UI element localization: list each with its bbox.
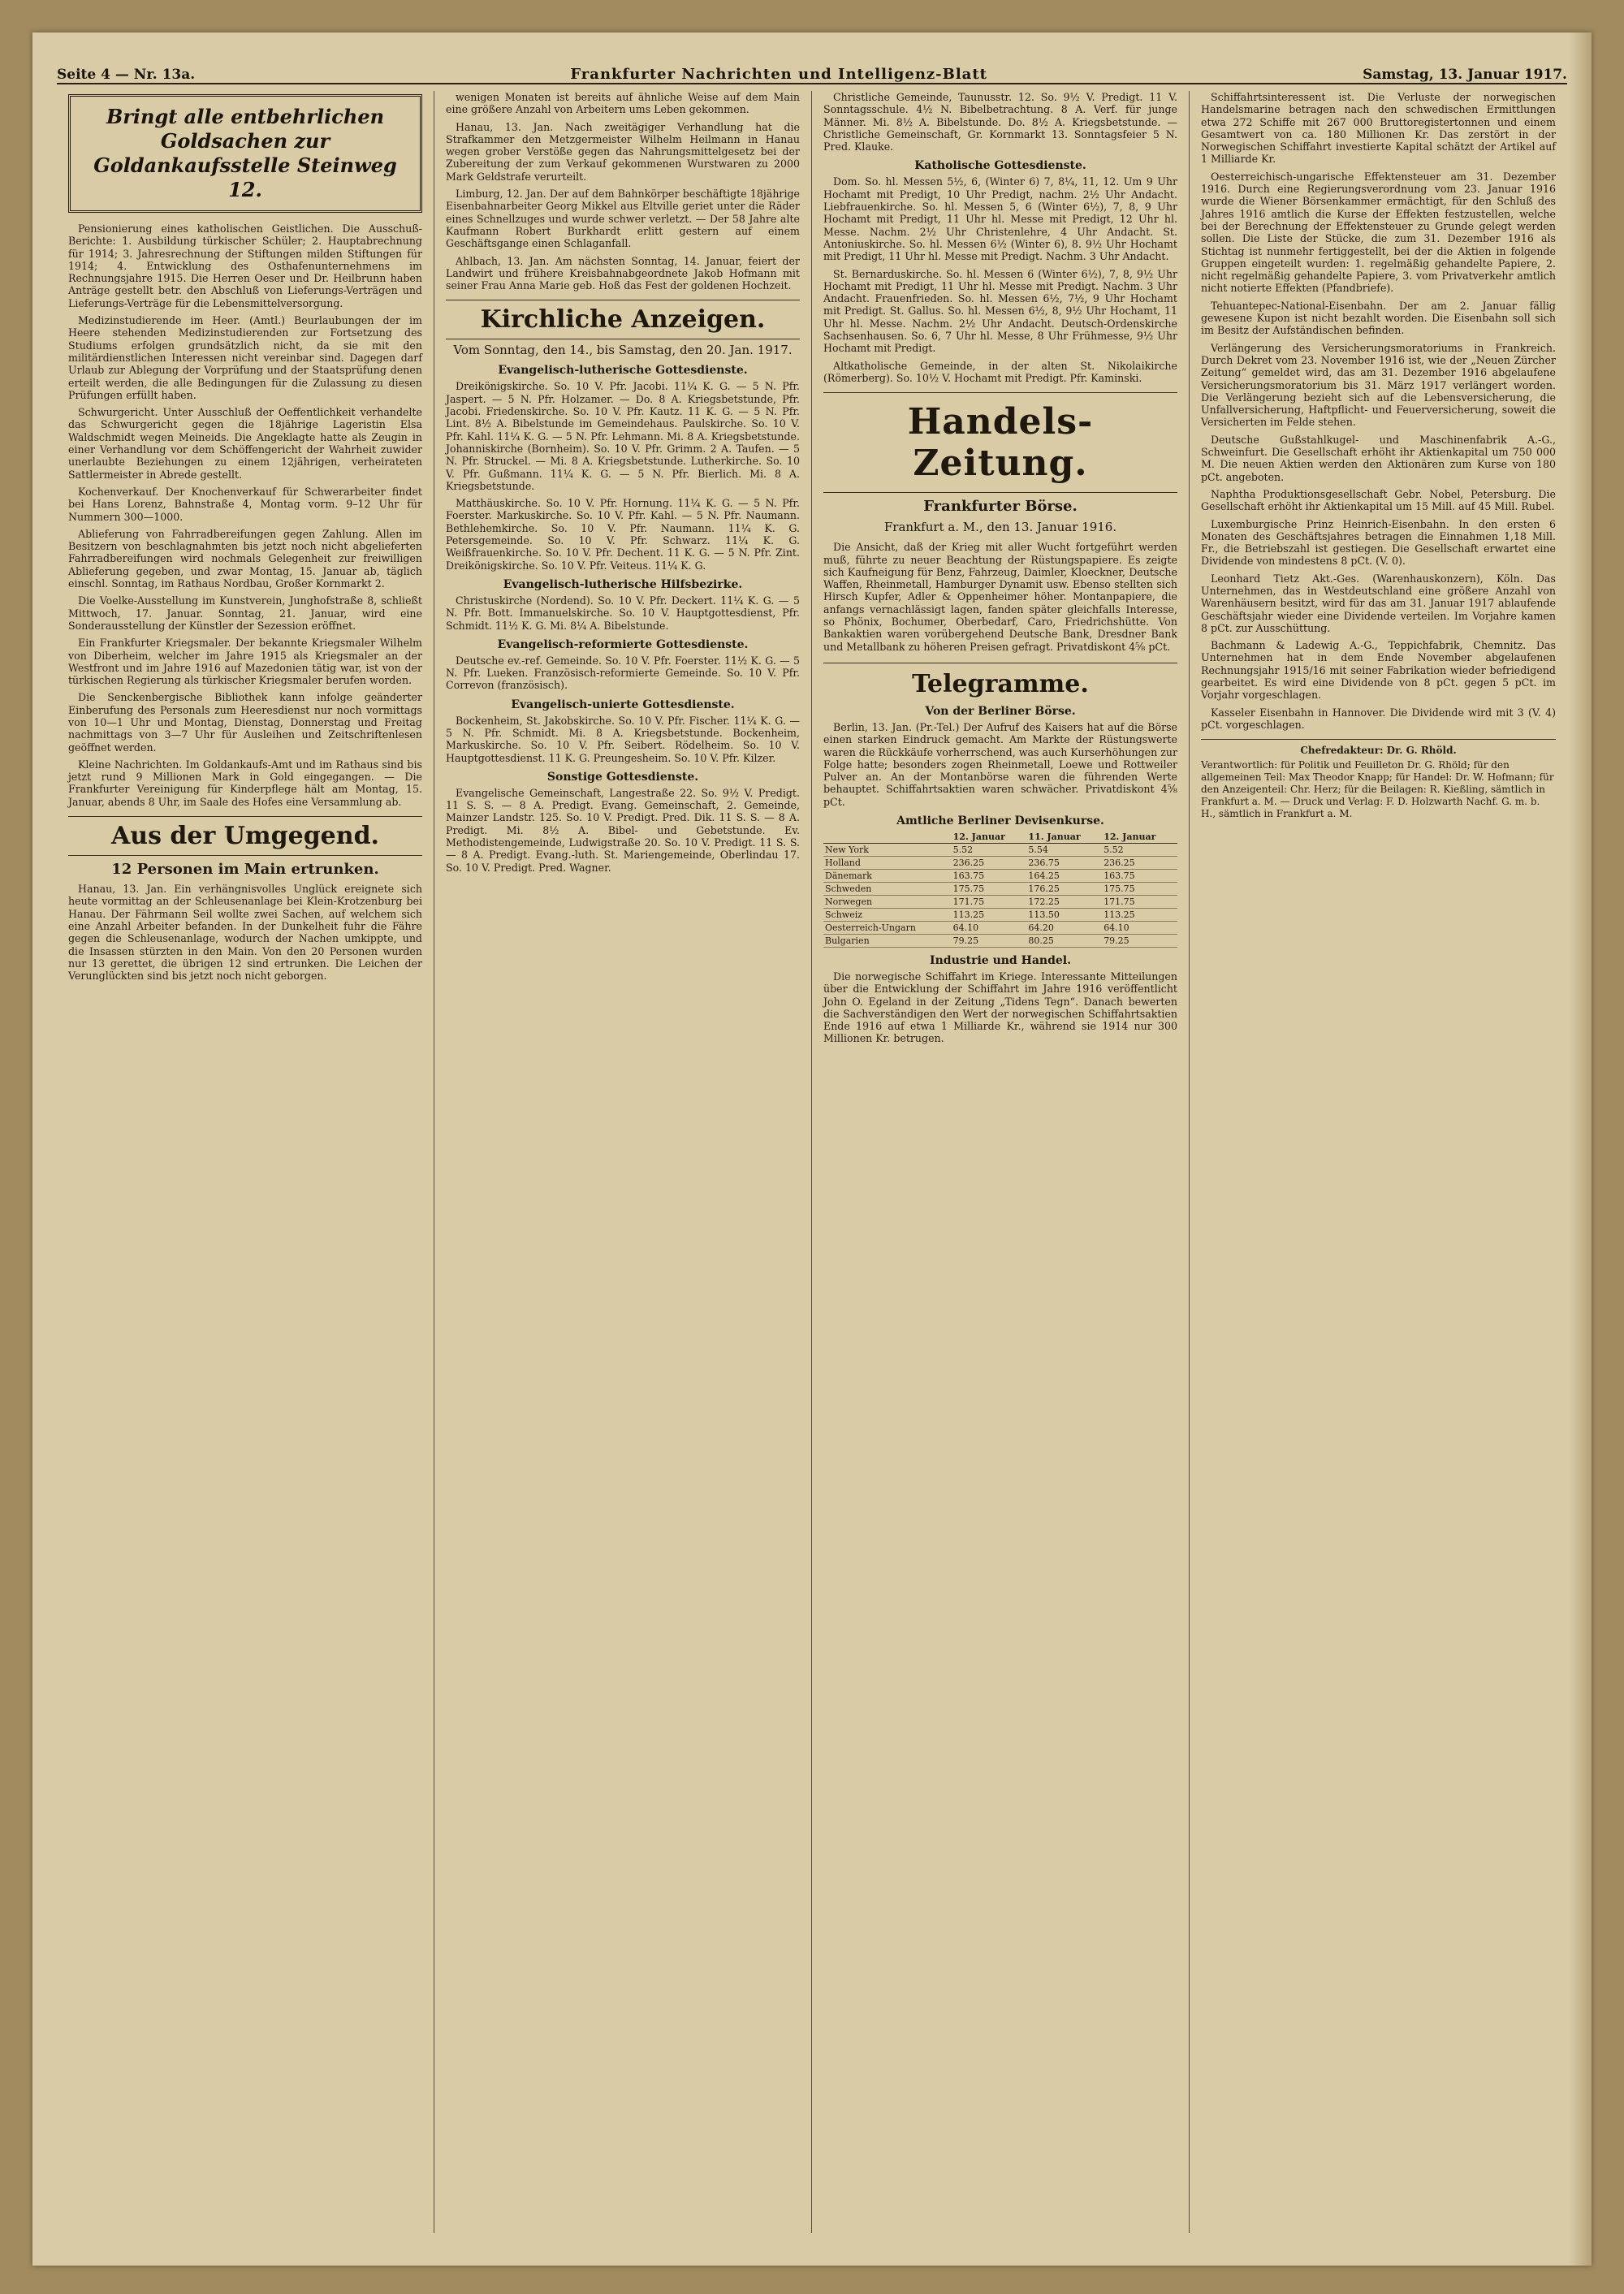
table-cell: 175.75 bbox=[952, 882, 1027, 895]
table-header-cell: 12. Januar bbox=[1102, 831, 1177, 844]
article-text: Medizinstudierende im Heer. (Amtl.) Beurlaubungen der im Heere stehenden Medizinstudierenden zur Fortsetzung des Studiums erfolgen grundsätzlich nicht, da sie mit den militärdienstlichen Interessen nicht vereinbar sind. Dagegen darf Urlaub zur Ablegung der Vorprüfung und der Staatsprüfung denen erteilt werden, die alle Bedingungen für die Zulassung zu diesen Prüfungen erfüllt haben. bbox=[68, 314, 422, 401]
table-row bbox=[823, 856, 1177, 869]
table-cell: 113.25 bbox=[952, 908, 1027, 921]
article-headline: 12 Personen im Main ertrunken. bbox=[111, 861, 379, 879]
columns bbox=[57, 91, 1567, 2233]
article-text: Kasseler Eisenbahn in Hannover. Die Dividende wird mit 3 (V. 4) pCt. vorgeschlagen. bbox=[1201, 706, 1556, 731]
section-heading-handels-zeitung: Handels-Zeitung. bbox=[823, 392, 1177, 493]
table-cell: 236.25 bbox=[1102, 856, 1177, 869]
listing-text: Deutsche ev.-ref. Gemeinde. So. 10 V. Pfr. Foerster. 11½ K. G. — 5 N. Pfr. Lueken. Französisch-reformierte Gemeinde. So. 10 V. Pfr. Correvon (französisch). bbox=[446, 654, 800, 692]
section-heading-umgegend: Aus der Umgegend. bbox=[68, 816, 422, 856]
table-cell: 171.75 bbox=[952, 895, 1027, 908]
article-text: Die Ansicht, daß der Krieg mit aller Wucht fortgeführt werden muß, führte zu neuer Beachtung der Rüstungspapiere. Es zeigte sich Kaufneigung für Benz, Fahrzeug, Daimler, Kloeckner, Deutsche Waffen, Rheinmetall, Hamburger Dynamit usw. Ebenso stellten sich Hirsch Kupfer, Adler & Oppenheimer höher. Montanpapiere, die anfangs vernachlässigt lagen, fanden später gleichfalls Interesse, so Phönix, Bochumer, Oberbedarf, Caro, Friedrichshütte. Von Bankaktien waren vorübergehend Deutsche Bank, Dresdner Bank und Metallbank zu höheren Preisen gefragt. Privatdiskont 4⅝ pCt. bbox=[823, 541, 1177, 653]
article-text: Die Voelke-Ausstellung im Kunstverein, Junghofstraße 8, schließt Mittwoch, 17. Januar. Sonntag, 21. Januar, wird eine Sonderausstellung der Künstler der Sezession eröffnet. bbox=[68, 594, 422, 632]
listing-text: Bockenheim, St. Jakobskirche. So. 10 V. Pfr. Fischer. 11¼ K. G. — 5 N. Pfr. Schmidt. Mi. 8 A. Kriegsbetstunde. Bockenheim, Markuskirche. So. 10 V. Pfr. Seibert. Rödelheim. So. 10 V. Hauptgottesdienst. 11 K. G. Preungesheim. So. 10 V. Pfr. Kilzer. bbox=[446, 714, 800, 764]
table-header-row bbox=[823, 831, 1177, 844]
article-text: wenigen Monaten ist bereits auf ähnliche Weise auf dem Main eine größere Anzahl von Arbeitern ums Leben gekommen. bbox=[446, 91, 800, 116]
table-cell: 175.75 bbox=[1102, 882, 1177, 895]
listing-text: Christuskirche (Nordend). So. 10 V. Pfr. Deckert. 11¼ K. G. — 5 N. Pfr. Bott. Immanuelskirche. So. 10 V. Hauptgottesdienst, Pfr. Schmidt. 11½ K. G. Mi. 8¼ A. Bibelstunde. bbox=[446, 594, 800, 632]
page-number: Seite 4 — Nr. 13a. bbox=[57, 67, 196, 83]
masthead: Frankfurter Nachrichten und Intelligenz-Blatt bbox=[570, 66, 987, 83]
listing-text: Evangelische Gemeinschaft, Langestraße 22. So. 9½ V. Predigt. 11 S. S. — 8 A. Predigt. Evang. Gemeinschaft, 2. Gemeinde, Mainzer Landstr. 125. So. 10 V. Predigt. Pred. Dik. 11 S. S. — 8 A. Predigt. Mi. 8½ A. Bibel- und Gebetstunde. Ev. Methodistengemeinde, Ludwigstraße 20. So. 10 V. Predigt. 11 S. S. — 8 A. Predigt. Evang.-luth. St. Mariengemeinde, Oberlindau 17. So. 10 V. Predigt. Pred. Wagner. bbox=[446, 786, 800, 874]
article-text: Naphtha Produktionsgesellschaft Gebr. Nobel, Petersburg. Die Gesellschaft erhöht ihr Aktienkapital um 15 Mill. auf 45 Mill. Rubel. bbox=[1201, 487, 1556, 513]
article-text: Tehuantepec-National-Eisenbahn. Der am 2. Januar fällig gewesene Kupon ist nicht bezahlt worden. Die Eisenbahn soll sich im Besitz der Aufständischen befinden. bbox=[1201, 299, 1556, 337]
table-row bbox=[823, 843, 1177, 856]
page-header bbox=[57, 55, 1567, 84]
article-text: Verlängerung des Versicherungsmoratoriums in Frankreich. Durch Dekret vom 23. November 1916 ist, wie der „Neuen Zürcher Zeitung“ gemeldet wird, das am 31. Dezember 1916 abgelaufene Versicherungsmoratorium bis 31. März 1917 verlängert worden. Die Verlängerung bezieht sich auf die Lebensversicherung, die Unfallversicherung, Haftpflicht- und Feuerversicherung, soweit die Versicherten im Felde stehen. bbox=[1201, 341, 1556, 429]
listing-text: Matthäuskirche. So. 10 V. Pfr. Hornung. 11¼ K. G. — 5 N. Pfr. Foerster. Markuskirche. So. 10 V. Pfr. Kahl. — 5 N. Pfr. Naumann. Bethlehemkirche. So. 10 V. Pfr. Naumann. 11¼ K. G. Petersgemeinde. So. 10 V. Pfr. Schwarz. 11¼ K. G. Weißfrauenkirche. So. 10 V. Pfr. Dechent. 11 K. G. — 5 N. Pfr. Zint. Dreikönigskirche. So. 10 V. Pfr. Veiteus. 11¼ K. G. bbox=[446, 497, 800, 572]
table-cell: 176.25 bbox=[1026, 882, 1102, 895]
table-cell: New York bbox=[823, 843, 952, 856]
article-text: Die norwegische Schiffahrt im Kriege. Interessante Mitteilungen über die Entwicklung der Schiffahrt im Jahre 1916 veröffentlicht John O. Egeland in der Zeitung „Tidens Tegn“. Danach bewerten die Sachverständigen den Wert der norwegischen Schiffahrtsaktien Ende 1916 auf etwa 1 Milliarde Kr., während sie 1914 nur 300 Millionen Kr. betrugen. bbox=[823, 970, 1177, 1045]
article-text: Bachmann & Ladewig A.-G., Teppichfabrik, Chemnitz. Das Unternehmen hat in dem Ende November abgelaufenen Rechnungsjahr 1915/16 mit seiner Fabrikation wieder befriedigend gearbeitet. Es wird eine Dividende von 8 pCt. gegen 5 pCt. im Vorjahr vorgeschlagen. bbox=[1201, 639, 1556, 702]
table-header-cell bbox=[823, 831, 952, 844]
imprint-editor: Chefredakteur: Dr. G. Rhöld. bbox=[1300, 745, 1457, 757]
column-1 bbox=[57, 91, 434, 2233]
column-2 bbox=[434, 91, 812, 2233]
listing-text: St. Bernarduskirche. So. hl. Messen 6 (Winter 6½), 7, 8, 9½ Uhr Hochamt mit Predigt, 11 Uhr hl. Messe mit Predigt. Nachm. 3 Uhr Andacht. Frauenfrieden. So. hl. Messen 6½, 7½, 9 Uhr Hochamt mit Predigt. St. Gallus. So. hl. Messen 6½, 8, 9½ Uhr Hochamt, 11 Uhr hl. Messe. Nachm. 2½ Uhr Andacht. Deutsch-Ordenskirche Sachsenhausen. So. 6, 7 Uhr hl. Messe, 8 Uhr Frühmesse, 9½ Uhr Hochamt mit Predigt. bbox=[823, 267, 1177, 355]
issue-date: Samstag, 13. Januar 1917. bbox=[1363, 67, 1567, 83]
table-cell: 79.25 bbox=[952, 934, 1027, 947]
listing-text: Christliche Gemeinde, Taunusstr. 12. So. 9½ V. Predigt. 11 V. Sonntagsschule. 4½ N. Bibelbetrachtung. 8 A. Verf. für junge Männer. Mi. 8½ A. Bibelstunde. Do. 8½ A. Kriegsbetstunde. — Christliche Gemeinschaft, Gr. Kornmarkt 13. Sonntagsfeier 5 N. Pred. Klauke. bbox=[823, 91, 1177, 153]
article-text: Kochenverkauf. Der Knochenverkauf für Schwerarbeiter findet bei Hans Lorenz, Bahnstraße 4, Montag vorm. 9–12 Uhr für Nummern 300—1000. bbox=[68, 485, 422, 523]
subsection-heading: Evangelisch-unierte Gottesdienste. bbox=[511, 698, 735, 711]
section-heading-kirchliche-anzeigen: Kirchliche Anzeigen. bbox=[446, 300, 800, 339]
table-cell: 64.20 bbox=[1026, 921, 1102, 934]
table-row bbox=[823, 895, 1177, 908]
table-title: Amtliche Berliner Devisenkurse. bbox=[896, 814, 1104, 827]
column-3 bbox=[812, 91, 1190, 2233]
article-text: Limburg, 12. Jan. Der auf dem Bahnkörper beschäftigte 18jährige Eisenbahnarbeiter Georg Mikkel aus Eltville geriet unter die Räder eines Schnellzuges und wurde schwer verletzt. — Der 58 Jahre alte Kaufmann Robert Burkhardt erlitt gestern auf einem Geschäftsgange einen Schlaganfall. bbox=[446, 188, 800, 250]
article-text: Schiffahrtsinteressent ist. Die Verluste der norwegischen Handelsmarine betragen nach den schwedischen Ermittlungen etwa 272 Schiffe mit 267 000 Bruttoregistertonnen und einem Gesamtwert von ca. 180 Millionen Kr. Das zerstört in der Norwegischen Schiffahrt investierte Kapital schätzt der Artikel auf 1 Milliarde Kr. bbox=[1201, 91, 1556, 166]
table-row bbox=[823, 908, 1177, 921]
table-cell: 5.52 bbox=[952, 843, 1027, 856]
table-cell: Dänemark bbox=[823, 869, 952, 882]
table-cell: Norwegen bbox=[823, 895, 952, 908]
table-cell: 64.10 bbox=[1102, 921, 1177, 934]
table-cell: 79.25 bbox=[1102, 934, 1177, 947]
exchange-rate-table bbox=[823, 831, 1177, 948]
subsection-heading: Sonstige Gottesdienste. bbox=[546, 770, 699, 784]
subsection-heading: Evangelisch-lutherische Hilfsbezirke. bbox=[503, 577, 743, 591]
table-row bbox=[823, 869, 1177, 882]
article-text: Hanau, 13. Jan. Nach zweitägiger Verhandlung hat die Strafkammer den Metzgermeister Wilhelm Heilmann in Hanau wegen grober Verstöße gegen das Nahrungsmittelgesetz bei der Zubereitung der zum Verkauf gekommenen Wurstwaren zu 2000 Mark Geldstrafe verurteilt. bbox=[446, 120, 800, 183]
table-cell: 5.52 bbox=[1102, 843, 1177, 856]
subsection-heading: Industrie und Handel. bbox=[930, 953, 1071, 967]
table-cell: 163.75 bbox=[1102, 869, 1177, 882]
article-text: Berlin, 13. Jan. (Pr.-Tel.) Der Aufruf des Kaisers hat auf die Börse einen starken Eindruck gemacht. Am Markte der Rüstungswerte waren die Rückkäufe vorherrschend, was auch Kurserhöhungen zur Folge hatte; besonders zogen Rheinmetall, Loewe und Rottweiler Pulver an. An der Montanbörse waren die führenden Werte behauptet. Schiffahrtsaktien waren schwächer. Privatdiskont 4⅝ pCt. bbox=[823, 720, 1177, 808]
article-text: Oesterreichisch-ungarische Effektensteuer am 31. Dezember 1916. Durch eine Regierungsverordnung vom 23. Januar 1916 wurde die Wiener Börsenkammer ermächtigt, für den Schluß des Jahres 1916 amtlich die Kurse der Effekten festzustellen, welche bei der Berechnung der Effektensteuer zu Grunde gelegt werden sollen. Die Liste der Stücke, die zum 31. Dezember 1916 als Stichtag ist nunmehr fertiggestellt, bei der die Aktien in folgende Gruppen eingeteilt wurden: 1. regelmäßig gehandelte Papiere, 2. nicht regelmäßig gehandelte Papiere, 3. vom Privatverkehr amtlich nicht notierte Effekten (Pfandbriefe). bbox=[1201, 170, 1556, 295]
table-row bbox=[823, 882, 1177, 895]
table-cell: Oesterreich-Ungarn bbox=[823, 921, 952, 934]
table-cell: 172.25 bbox=[1026, 895, 1102, 908]
article-text: Ablieferung von Fahrradbereifungen gegen Zahlung. Allen im Besitzern von beschlagnahmten bis jetzt noch nicht abgelieferten Fahrradbereifungen wird nochmals Gelegenheit zur freiwilligen Ablieferung gegeben, und zwar Montag, 15. Januar ab, täglich einschl. Sonntag, im Rathaus Nordbau, Großer Kornmarkt 2. bbox=[68, 527, 422, 590]
subsection-heading: Evangelisch-lutherische Gottesdienste. bbox=[498, 364, 748, 378]
page-edge-stain bbox=[1569, 32, 1592, 2266]
article-text: Pensionierung eines katholischen Geistlichen. Die Ausschuß-Berichte: 1. Ausbildung türkischer Schüler; 2. Hauptabrechnung für 1914; 3. Jahresrechnung der Stiftungen milden Stiftungen für 1914; 4. Entwicklung des Osthafenunternehmens im Rechnungsjahre 1915. Die Herren Oeser und Dr. Heilbrunn haben Anträge gestellt betr. den Abschluß von Lieferungs-Verträgen und Lieferungs-Verträge für die Lebensmittelversorgung. bbox=[68, 222, 422, 309]
section-subheading: Vom Sonntag, den 14., bis Samstag, den 20. Jan. 1917. bbox=[453, 343, 793, 358]
article-text: Schwurgericht. Unter Ausschluß der Oeffentlichkeit verhandelte das Schwurgericht gegen die 18jährige Lageristin Elsa Waldschmidt wegen Meineids. Die Angeklagte hatte als Zeugin in einer Verhandlung vor dem Schöffengericht der Wahrheit zuwider unerlaubte Beziehungen zu einem 12jährigen, verheirateten Sattlermeister in Abrede gestellt. bbox=[68, 406, 422, 481]
article-text: Deutsche Gußstahlkugel- und Maschinenfabrik A.-G., Schweinfurt. Die Gesellschaft erhöht ihr Aktienkapital um 750 000 M. Die neuen Aktien werden den Aktionären zum Kurse von 180 pCt. angeboten. bbox=[1201, 433, 1556, 483]
table-row bbox=[823, 934, 1177, 947]
article-text: Die Senckenbergische Bibliothek kann infolge geänderter Einberufung des Personals zum Heeresdienst nur noch vormittags von 10—1 Uhr und Montag, Dienstag, Donnerstag und Freitag nachmittags von 3—7 Uhr für Ausleihen und Zeitschriftenlesen geöffnet werden. bbox=[68, 691, 422, 754]
article-headline: Frankfurter Börse. bbox=[923, 498, 1078, 516]
table-cell: 113.25 bbox=[1102, 908, 1177, 921]
table-cell: 171.75 bbox=[1102, 895, 1177, 908]
column-4 bbox=[1190, 91, 1567, 2233]
listing-text: Dom. So. hl. Messen 5½, 6, (Winter 6) 7, 8¼, 11, 12. Um 9 Uhr Hochamt mit Predigt, 10 Uhr Predigt, nachm. 2½ Uhr Andacht. Liebfrauenkirche. So. hl. Messen 5, 6 (Winter 6½), 7, 8, 9 Uhr Hochamt mit Predigt, 11 Uhr hl. Messe mit Predigt, 12 Uhr hl. Messe. Nachm. 2½ Uhr Christenlehre, 4 Uhr Andacht. St. Antoniuskirche. So. hl. Messen 6½ (Winter 6), 8. 9½ Uhr Hochamt mit Predigt, 11 Uhr hl. Messe mit Predigt. Nachm. 3 Uhr Andacht. bbox=[823, 175, 1177, 263]
table-cell: 113.50 bbox=[1026, 908, 1102, 921]
article-text: Luxemburgische Prinz Heinrich-Eisenbahn. In den ersten 6 Monaten des Geschäftsjahres betragen die Einnahmen 1,18 Mill. Fr., die Betriebszahl ist gestiegen. Die Gesellschaft erwartet eine Dividende von mindestens 8 pCt. (V. 0). bbox=[1201, 517, 1556, 568]
table-header-cell: 12. Januar bbox=[952, 831, 1027, 844]
article-text: Leonhard Tietz Akt.-Ges. (Warenhauskonzern), Köln. Das Unternehmen, das in Westdeutschland eine größere Anzahl von Warenhäusern besitzt, wird für das am 31. Januar 1917 ablaufende Geschäftsjahr wieder eine Dividende verteilen. Im Vorjahre kamen 8 pCt. zur Ausschüttung. bbox=[1201, 572, 1556, 634]
newspaper-page bbox=[32, 32, 1592, 2266]
article-text: Ein Frankfurter Kriegsmaler. Der bekannte Kriegsmaler Wilhelm von Diberheim, welcher im Jahre 1915 als Kriegsmaler an der Westfront und im Jahre 1916 auf Mazedonien tätig war, ist von der türkischen Regierung als türkischer Kriegsmaler berufen worden. bbox=[68, 637, 422, 687]
imprint-text: Verantwortlich: für Politik und Feuilleton Dr. G. Rhöld; für den allgemeinen Teil: Max Theodor Knapp; für Handel: Dr. W. Hofmann; für den Anzeigenteil: Chr. Herz; für die Beilagen: R. Kießling, sämtlich in Frankfurt a. M. — Druck und Verlag: F. D. Holzwarth Nachf. G. m. b. H., sämtlich in Frankfurt a. M. bbox=[1201, 759, 1554, 820]
article-text: Ahlbach, 13. Jan. Am nächsten Sonntag, 14. Januar, feiert der Landwirt und frühere Kreisbahnabgeordnete Jakob Hofmann mit seiner Frau Anna Marie geb. Hoß das Fest der goldenen Hochzeit. bbox=[446, 254, 800, 292]
dateline: Frankfurt a. M., den 13. Januar 1916. bbox=[883, 520, 1117, 535]
table-header-cell: 11. Januar bbox=[1026, 831, 1102, 844]
listing-text: Altkatholische Gemeinde, in der alten St. Nikolaikirche (Römerberg). So. 10½ V. Hochamt mit Predigt. Pfr. Kaminski. bbox=[823, 359, 1177, 384]
subsection-heading: Von der Berliner Börse. bbox=[925, 704, 1076, 718]
listing-text: Dreikönigskirche. So. 10 V. Pfr. Jacobi. 11¼ K. G. — 5 N. Pfr. Jaspert. — 5 N. Pfr. Holzamer. — Do. 8 A. Kriegsbetstunde, Pfr. Jacobi. Friedenskirche. So. 10 V. Pfr. Kautz. 11 K. G. — 5 N. Pfr. Lint. 8½ A. Bibelstunde im Gemeindehaus. Paulskirche. So. 10 V. Pfr. Kahl. 11¼ K. G. — 5 N. Pfr. Lehmann. Mi. 8 A. Kriegsbetstunde. Johanniskirche (Bornheim). So. 10 V. Pfr. Grimm. 2 A. Taufen. — 5 N. Pfr. Struckel. — Mi. 8 A. Kriegsbetstunde. Lutherkirche. So. 10 V. Pfr. Gußmann. 11¼ K. G. — 5 N. Pfr. Bierlich. Mi. 8 A. Kriegsbetstunde. bbox=[446, 380, 800, 492]
article-text: Kleine Nachrichten. Im Goldankaufs-Amt und im Rathaus sind bis jetzt rund 9 Millionen Mark in Gold eingegangen. — Die Frankfurter Vereinigung für Kinderpflege hält am Montag, 15. Januar, abends 8 Uhr, im Saale des Hofes eine Versammlung ab. bbox=[68, 758, 422, 808]
section-heading-telegramme: Telegramme. bbox=[823, 663, 1177, 698]
table-cell: Holland bbox=[823, 856, 952, 869]
table-cell: Schweiz bbox=[823, 908, 952, 921]
table-cell: 236.25 bbox=[952, 856, 1027, 869]
table-cell: 80.25 bbox=[1026, 934, 1102, 947]
subsection-heading: Evangelisch-reformierte Gottesdienste. bbox=[497, 637, 749, 651]
table-cell: Bulgarien bbox=[823, 934, 952, 947]
imprint bbox=[1201, 739, 1556, 820]
table-cell: 163.75 bbox=[952, 869, 1027, 882]
table-cell: 164.25 bbox=[1026, 869, 1102, 882]
subsection-heading: Katholische Gottesdienste. bbox=[914, 159, 1086, 173]
table-cell: 5.54 bbox=[1026, 843, 1102, 856]
table-row bbox=[823, 921, 1177, 934]
table-cell: 236.75 bbox=[1026, 856, 1102, 869]
table-cell: 64.10 bbox=[952, 921, 1027, 934]
article-text: Hanau, 13. Jan. Ein verhängnisvolles Unglück ereignete sich heute vormittag an der Schleusenanlage bei Klein-Krotzenburg bei Hanau. Der Fährmann Seil wollte zwei Sachen, auf welchem sich eine Anzahl Arbeiter befanden. In der Dunkelheit fuhr die Fähre gegen die Schleusenanlage, wodurch der Nachen umkippte, und die Insassen stürzten in den Main. Von den 20 Personen wurden nur 13 gerettet, die übrigen 12 sind ertrunken. Die Leichen der Verunglückten sind bis jetzt noch nicht geborgen. bbox=[68, 883, 422, 983]
table-cell: Schweden bbox=[823, 882, 952, 895]
gold-notice-box: Bringt alle entbehrlichen Goldsachen zur Goldankaufsstelle Steinweg 12. bbox=[68, 94, 422, 213]
